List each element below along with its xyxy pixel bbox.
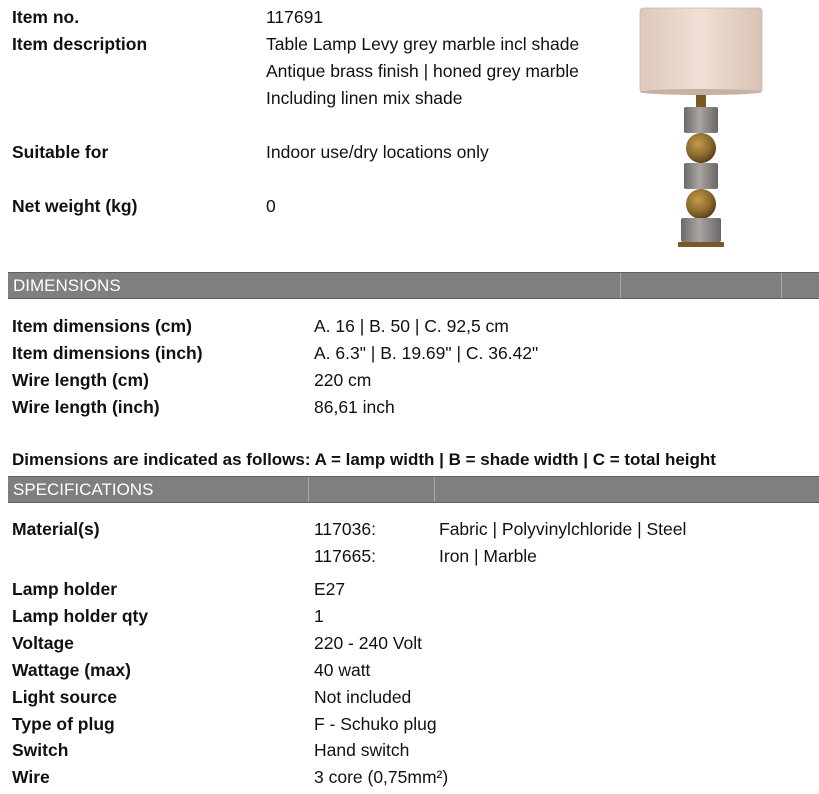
item-description-line-2: Antique brass finish | honed grey marble: [266, 61, 579, 81]
table-lamp-image: [636, 6, 766, 251]
lamp-holder-qty-value: 1: [314, 606, 324, 626]
wattage-label: Wattage (max): [12, 660, 131, 680]
material-code-2: 117665:: [314, 546, 376, 566]
dim-value-inch: A. 6.3" | B. 19.69" | C. 36.42": [314, 343, 539, 363]
item-description-label: Item description: [12, 34, 148, 54]
material-value-2: Iron | Marble: [439, 546, 537, 566]
dim-label-inch: Item dimensions (inch): [12, 343, 203, 363]
bar-gridline: [781, 273, 782, 298]
net-weight-value: 0: [266, 196, 276, 216]
plug-type-value: F - Schuko plug: [314, 714, 437, 734]
switch-label: Switch: [12, 740, 69, 760]
wire-length-cm-value: 220 cm: [314, 370, 372, 390]
item-description-line-1: Table Lamp Levy grey marble incl shade: [266, 34, 580, 54]
switch-value: Hand switch: [314, 740, 410, 760]
lamp-holder-value: E27: [314, 579, 346, 599]
net-weight-label: Net weight (kg): [12, 196, 138, 216]
wire-length-inch-value: 86,61 inch: [314, 397, 395, 417]
wire-label: Wire: [12, 767, 50, 787]
dim-label-cm: Item dimensions (cm): [12, 316, 192, 336]
dim-value-cm: A. 16 | B. 50 | C. 92,5 cm: [314, 316, 509, 336]
dimensions-title: DIMENSIONS: [13, 276, 121, 295]
wattage-value: 40 watt: [314, 660, 371, 680]
bar-gridline: [308, 477, 309, 502]
specifications-title: SPECIFICATIONS: [13, 480, 154, 499]
suitable-for-label: Suitable for: [12, 142, 109, 162]
lamp-holder-qty-label: Lamp holder qty: [12, 606, 149, 626]
light-source-label: Light source: [12, 687, 118, 707]
bar-gridline: [434, 477, 435, 502]
bar-gridline: [620, 273, 621, 298]
wire-length-inch-label: Wire length (inch): [12, 397, 160, 417]
item-description-line-3: Including linen mix shade: [266, 88, 463, 108]
voltage-label: Voltage: [12, 633, 74, 653]
dimensions-section-bar: [8, 272, 819, 299]
material-code-1: 117036:: [314, 519, 376, 539]
wire-value: 3 core (0,75mm²): [314, 767, 449, 787]
light-source-value: Not included: [314, 687, 412, 707]
materials-label: Material(s): [12, 519, 100, 539]
plug-type-label: Type of plug: [12, 714, 115, 734]
specifications-section-bar: [8, 476, 819, 503]
lamp-holder-label: Lamp holder: [12, 579, 118, 599]
suitable-for-value: Indoor use/dry locations only: [266, 142, 489, 162]
dimensions-note: Dimensions are indicated as follows: A = lamp width | B = shade width | C = total height: [12, 450, 716, 469]
wire-length-cm-label: Wire length (cm): [12, 370, 149, 390]
item-no-value: 117691: [266, 7, 324, 27]
voltage-value: 220 - 240 Volt: [314, 633, 422, 653]
material-value-1: Fabric | Polyvinylchloride | Steel: [439, 519, 687, 539]
item-no-label: Item no.: [12, 7, 80, 27]
